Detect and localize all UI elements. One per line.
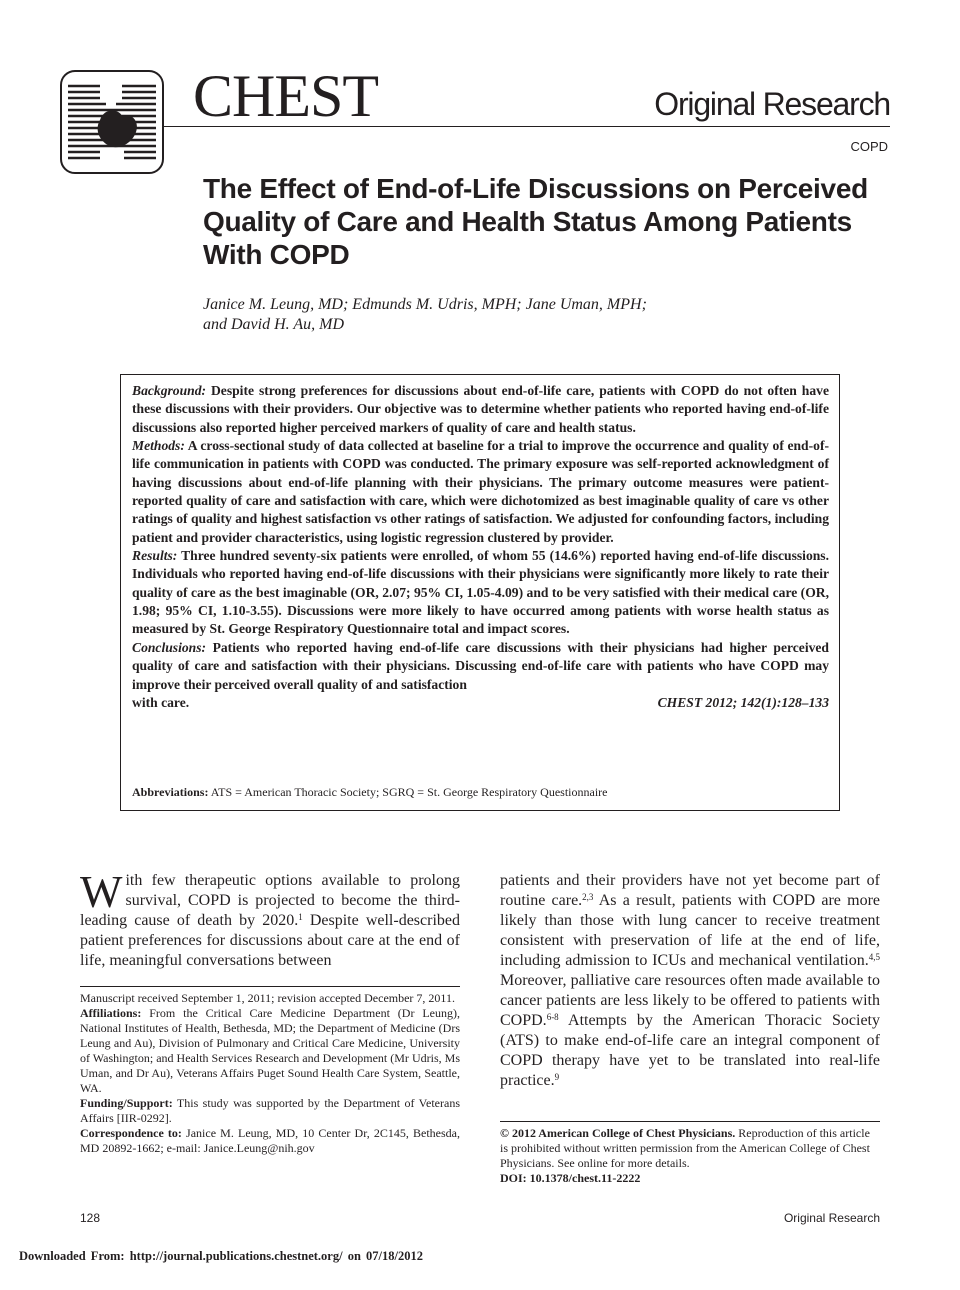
copyright-holder: © 2012 American College of Chest Physicians. [500,1126,736,1140]
background-label: Background: [132,383,207,398]
authors-line-1: Janice M. Leung, MD; Edmunds M. Udris, MPH; Jane Uman, MPH; [203,296,647,313]
abbreviations [132,785,829,800]
intro-paragraph [80,867,460,971]
abbreviations-text: ATS = American Thoracic Society; SGRQ = St. George Respiratory Questionnaire [208,785,608,799]
right-text-1: patients and their providers have not yet become part of routine care. [500,872,880,909]
reference-marker: 1 [298,912,303,922]
doi-label: DOI: [500,1171,527,1185]
abstract-box [120,374,840,811]
correspondence [80,1126,460,1156]
copyright-body: Reproduction of this article is prohibited without written permission from the American College of Chest Physicians. See online for more details. [500,1126,870,1170]
right-text-3: Moreover, palliative care resources often made available to cancer patients are less likely to be offered to patients with COPD. [500,972,880,1029]
methods-text: A cross-sectional study of data collected at baseline for a trial to improve the occurrence and quality of end-of-life communication in patients with COPD was conducted. The primary exposure was self-reported acknowledgment of having discussions about end-of-life planning with their physicians. The primary outcome measures were patient-reported quality of care and satisfaction with care, which were dichotomized as best imaginable quality of care vs other ratings of quality and highest satisfaction vs other ratings of satisfaction. We adjusted for confounding factors, including patient and provider characteristics, using logistic regression clustered by provider. [132,438,829,545]
affiliations-text: From the Critical Care Medicine Department (Dr Leung), National Institutes of Health, Bethesda, MD; the Department of Medicine (Drs Leung and Au), Division of Pulmonary and Critical Care Medicine, University of Washington; and Health Services Research and Development (Mr Udris, Ms Uman, and Dr Au), Veterans Affairs Puget Sound Health Care System, Seattle, WA. [80,1006,460,1095]
conclusions-label: Conclusions: [132,639,207,655]
body-column-left [80,867,460,971]
intro-text-1: ith few therapeutic options available to prolong survival, COPD is projected to become the third-leading cause of death by 2020. [80,872,460,929]
funding [80,1096,460,1126]
conclusions-final-line [132,694,829,712]
header-divider [163,126,890,127]
copyright-notice [500,1126,880,1186]
affiliations-label: Affiliations: [80,1006,142,1020]
correspondence-label: Correspondence to: [80,1126,182,1140]
drop-cap: W [80,867,123,917]
doi [500,1171,880,1186]
abbreviations-label: Abbreviations: [132,785,209,799]
manuscript-dates: Manuscript received September 1, 2011; revision accepted December 7, 2011. [80,991,455,1005]
download-notice: Downloaded From: http://journal.publications.chestnet.org/ on 07/18/2012 [19,1249,423,1263]
abstract-background [132,382,829,437]
reference-marker: 6-8 [546,1012,559,1022]
article-type-label: Original Research [654,86,890,122]
abstract-body [132,382,829,712]
reference-marker: 2,3 [582,892,594,902]
authors-line-2: and David H. Au, MD [203,316,345,333]
conclusions-text: Patients who reported having end-of-life care discussions with their physicians had higher perceived quality of care and satisfaction with their physicians. Discussing end-of-life care with patients who have COPD may improve their perceived overall quality of and satisfaction [132,639,829,692]
article-footnotes [80,991,460,1156]
abstract-methods [132,437,829,547]
running-footer: Original Research [783,1211,880,1225]
copyright-text [500,1126,880,1171]
funding-label: Funding/Support: [80,1096,173,1110]
footnote-divider [80,986,460,987]
doi-value: 10.1378/chest.11-2222 [526,1171,641,1185]
reference-marker: 4,5 [868,952,880,962]
conclusions-last-text: with care. [132,694,190,710]
correspondence-text: Janice M. Leung, MD, 10 Center Dr, 2C145, Bethesda, MD 20892-1662; e-mail: Janice.Leung@nih.gov [80,1126,460,1155]
article-title: The Effect of End-of-Life Discussions on Perceived Quality of Care and Health Status Among Patients With COPD [203,173,868,270]
page-number: 128 [80,1211,101,1225]
section-label: COPD [850,139,888,154]
methods-label: Methods: [132,438,185,454]
copyright-divider [500,1121,880,1122]
funding-text: This study was supported by the Department of Veterans Affairs [IIR-0292]. [80,1096,460,1125]
reference-marker: 9 [554,1072,560,1082]
intro-text-2: Despite well-described patient preferences for discussions about care at the end of life, meaningful conversations between [80,912,460,969]
results-text: Three hundred seventy-six patients were enrolled, of whom 55 (14.6%) reported having end-of-life discussions. Individuals who reported having end-of-life discussions with their physicians were significantly more likely to rate their quality of care as the best imaginable (OR, 2.07; 95% CI, 1.05-4.09) and to be very satisfied with their medical care (OR, 1.98; 95% CI, 1.10-3.55). Discussions were more likely to have occurred among patients with worse health status as measured by St. George Respiratory Questionnaire total and impact scores. [132,548,829,637]
right-text-4: Attempts by the American Thoracic Society (ATS) to make end-of-life care an integral component of COPD therapy have yet to be translated into real-life practice. [500,1012,880,1089]
affiliations [80,1006,460,1096]
right-text-2: As a result, patients with COPD are more likely than those with lung cancer to receive treatment consistent with preservation of life at the end of life, including admission to ICUs and mechanical ventilation. [500,892,881,969]
body-column-right [500,871,880,1091]
abstract-results [132,547,829,639]
background-text: Despite strong preferences for discussions about end-of-life care, patients with COPD do not often have these discussions with their providers. Our objective was to determine whether patients who reported having end-of-life discussions also reported higher perceived markers of quality of care and health status. [132,383,829,435]
author-list [203,295,763,335]
citation: CHEST 2012; 142(1):128–133 [657,694,829,710]
lungs-heart-icon [60,70,164,174]
abstract-conclusions [132,639,829,694]
results-label: Results: [132,548,178,564]
intro-paragraph-continued [500,871,880,1091]
journal-logo [60,70,164,174]
journal-name: CHEST [193,63,379,129]
